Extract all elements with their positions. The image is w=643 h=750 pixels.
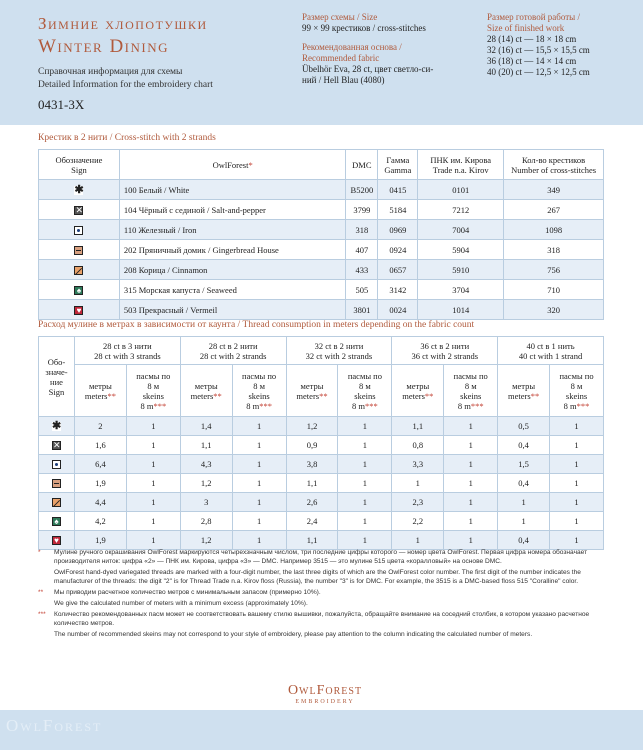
meters-cell: 0,4 bbox=[498, 436, 550, 455]
meters-cell: 1,2 bbox=[286, 417, 338, 436]
meters-cell: 2,6 bbox=[286, 493, 338, 512]
count-cell: 710 bbox=[504, 280, 604, 300]
table1-title: Крестик в 2 нити / Cross-stitch with 2 strands bbox=[38, 133, 216, 143]
sign-cell bbox=[39, 493, 75, 512]
skeins-cell: 1 bbox=[444, 512, 498, 531]
finished-label-2: Size of finished work bbox=[487, 23, 565, 33]
table-row bbox=[39, 240, 604, 260]
dmc-cell: B5200 bbox=[346, 180, 378, 200]
footnotes bbox=[38, 548, 608, 641]
th2-skeins: пасмы по 8 м skeins 8 m*** bbox=[126, 365, 180, 417]
cinnamon-slash-symbol-icon bbox=[52, 498, 61, 507]
pnk-cell: 3704 bbox=[418, 280, 504, 300]
sign-cell bbox=[39, 455, 75, 474]
table-row bbox=[39, 436, 604, 455]
th2-meters: метры meters** bbox=[74, 365, 126, 417]
table-row bbox=[39, 512, 604, 531]
owlforest-cell: 208 Корица / Cinnamon bbox=[119, 260, 345, 280]
asterisk-symbol-icon: ✱ bbox=[51, 420, 62, 433]
finished-size-1: 28 (14) ct — 18 × 18 cm bbox=[487, 34, 577, 44]
sign-cell bbox=[39, 512, 75, 531]
meters-cell: 1,9 bbox=[74, 474, 126, 493]
skeins-cell: 1 bbox=[550, 512, 604, 531]
skeins-cell: 1 bbox=[338, 531, 392, 550]
owlforest-cell: 100 Белый / White bbox=[119, 180, 345, 200]
skeins-cell: 1 bbox=[444, 455, 498, 474]
gingerbread-dash-symbol-icon bbox=[52, 479, 61, 488]
table-row bbox=[39, 493, 604, 512]
skeins-cell: 1 bbox=[232, 474, 286, 493]
gamma-cell: 0024 bbox=[378, 300, 418, 320]
sign-cell bbox=[39, 474, 75, 493]
sign-cell bbox=[39, 260, 120, 280]
meters-cell: 0,8 bbox=[392, 436, 444, 455]
meters-cell: 1 bbox=[498, 493, 550, 512]
gamma-cell: 5184 bbox=[378, 200, 418, 220]
meters-cell: 2,3 bbox=[392, 493, 444, 512]
asterisk-symbol-icon: ✱ bbox=[74, 183, 84, 196]
skeins-cell: 1 bbox=[126, 493, 180, 512]
skeins-cell: 1 bbox=[550, 531, 604, 550]
note-3-en: The number of recommended skeins may not correspond to your style of embroidery, please pay attention to the column indicating the calculated number of meters. bbox=[54, 631, 533, 638]
th2-group-40-1: 40 ct в 1 нить 40 ct with 1 strand bbox=[498, 337, 604, 365]
dmc-cell: 505 bbox=[346, 280, 378, 300]
vermeil-heart-symbol-icon: ♥ bbox=[52, 536, 61, 545]
th2-meters: метры meters** bbox=[286, 365, 338, 417]
table2-title: Расход мулине в метрах в зависимости от каунта / Thread consumption in meters depending on the fabric count bbox=[38, 320, 475, 330]
th2-skeins: пасмы по 8 м skeins 8 m*** bbox=[444, 365, 498, 417]
th-count: Кол-во крестиков Number of cross-stitches bbox=[504, 150, 604, 180]
title-ru: Зимние хлопотушки bbox=[38, 14, 208, 33]
size-value: 99 × 99 крестиков / cross-stitches bbox=[302, 23, 426, 33]
sign-cell bbox=[39, 280, 120, 300]
th2-skeins: пасмы по 8 м skeins 8 m*** bbox=[338, 365, 392, 417]
skeins-cell: 1 bbox=[338, 436, 392, 455]
meters-cell: 1 bbox=[498, 512, 550, 531]
skeins-cell: 1 bbox=[126, 531, 180, 550]
count-cell: 320 bbox=[504, 300, 604, 320]
meters-cell: 1,2 bbox=[180, 531, 232, 550]
skeins-cell: 1 bbox=[550, 455, 604, 474]
th-pnk: ПНК им. Кирова Trade n.a. Kirov bbox=[418, 150, 504, 180]
pnk-cell: 5910 bbox=[418, 260, 504, 280]
skeins-cell: 1 bbox=[232, 436, 286, 455]
meters-cell: 4,2 bbox=[74, 512, 126, 531]
pnk-cell: 5904 bbox=[418, 240, 504, 260]
meters-cell: 6,4 bbox=[74, 455, 126, 474]
th2-skeins: пасмы по 8 м skeins 8 m*** bbox=[232, 365, 286, 417]
th-owlforest: OwlForest* bbox=[119, 150, 345, 180]
gamma-cell: 0969 bbox=[378, 220, 418, 240]
owlforest-cell: 104 Чёрный с сединой / Salt-and-pepper bbox=[119, 200, 345, 220]
pnk-cell: 7004 bbox=[418, 220, 504, 240]
pnk-cell: 0101 bbox=[418, 180, 504, 200]
skeins-cell: 1 bbox=[232, 417, 286, 436]
meters-cell: 1,1 bbox=[180, 436, 232, 455]
table-row bbox=[39, 180, 604, 200]
th-sign: Обозначение Sign bbox=[39, 150, 120, 180]
count-cell: 318 bbox=[504, 240, 604, 260]
owlforest-cell: 110 Железный / Iron bbox=[119, 220, 345, 240]
th2-meters: метры meters** bbox=[392, 365, 444, 417]
owlforest-cell: 315 Морская капуста / Seaweed bbox=[119, 280, 345, 300]
meters-cell: 0,9 bbox=[286, 436, 338, 455]
pnk-cell: 7212 bbox=[418, 200, 504, 220]
brand-logo bbox=[270, 683, 380, 705]
reference-ru: Справочная информация для схемы bbox=[38, 67, 183, 77]
skeins-cell: 1 bbox=[338, 417, 392, 436]
meters-cell: 2,4 bbox=[286, 512, 338, 531]
gamma-cell: 0924 bbox=[378, 240, 418, 260]
watermark: OwlForest bbox=[6, 716, 103, 735]
finished-size-4: 40 (20) ct — 12,5 × 12,5 cm bbox=[487, 67, 590, 77]
sign-cell bbox=[39, 417, 75, 436]
meters-cell: 2,2 bbox=[392, 512, 444, 531]
chart-code: 0431-3X bbox=[38, 97, 85, 112]
skeins-cell: 1 bbox=[338, 512, 392, 531]
dmc-cell: 407 bbox=[346, 240, 378, 260]
note-2-en: We give the calculated number of meters with a minimum excess (approximately 10%). bbox=[54, 600, 308, 607]
th2-group-28-2: 28 ct в 2 нити 28 ct with 2 strands bbox=[180, 337, 286, 365]
sign-cell bbox=[39, 240, 120, 260]
meters-cell: 1 bbox=[392, 474, 444, 493]
th2-skeins: пасмы по 8 м skeins 8 m*** bbox=[550, 365, 604, 417]
skeins-cell: 1 bbox=[550, 436, 604, 455]
meters-cell: 0,4 bbox=[498, 531, 550, 550]
meters-cell: 1 bbox=[392, 531, 444, 550]
size-label: Размер схемы / Size bbox=[302, 12, 378, 22]
owlforest-cell: 503 Прекрасный / Vermeil bbox=[119, 300, 345, 320]
sign-cell bbox=[39, 531, 75, 550]
sign-cell bbox=[39, 220, 120, 240]
iron-dot-symbol-icon bbox=[52, 460, 61, 469]
meters-cell: 1,1 bbox=[286, 531, 338, 550]
dark-cross-symbol-icon bbox=[74, 206, 83, 215]
dmc-cell: 433 bbox=[346, 260, 378, 280]
sign-cell bbox=[39, 200, 120, 220]
consumption-table bbox=[38, 336, 604, 550]
th-gamma: Гамма Gamma bbox=[378, 150, 418, 180]
skeins-cell: 1 bbox=[126, 417, 180, 436]
th2-group-36-2: 36 ct в 2 нити 36 ct with 2 strands bbox=[392, 337, 498, 365]
vermeil-heart-symbol-icon: ♥ bbox=[74, 306, 83, 315]
dmc-cell: 3799 bbox=[346, 200, 378, 220]
meters-cell: 1,6 bbox=[74, 436, 126, 455]
skeins-cell: 1 bbox=[232, 512, 286, 531]
table-row bbox=[39, 220, 604, 240]
th2-meters: метры meters** bbox=[180, 365, 232, 417]
meters-cell: 1,2 bbox=[180, 474, 232, 493]
sign-cell bbox=[39, 436, 75, 455]
note-1-en: OwlForest hand-dyed variegated threads are marked with a four-digit number, the last three digits of which are the OwlForest color number. The first digit of the number indicates the manufacturer of the threads: the digit "2" is for Thread Trade n.a. Kirov floss (Russia), the number "3" is for DMC. For example, the 3515 is a DMC-based floss 515 "Coralline" color. bbox=[54, 569, 581, 585]
gamma-cell: 0657 bbox=[378, 260, 418, 280]
meters-cell: 2 bbox=[74, 417, 126, 436]
finished-size-info bbox=[487, 12, 637, 78]
table-row bbox=[39, 300, 604, 320]
skeins-cell: 1 bbox=[126, 455, 180, 474]
meters-cell: 4,4 bbox=[74, 493, 126, 512]
meters-cell: 4,3 bbox=[180, 455, 232, 474]
finished-label-1: Размер готовой работы / bbox=[487, 12, 580, 22]
fabric-value-1: Übelhör Eva, 28 ct, цвет светло-си- bbox=[302, 64, 434, 74]
meters-cell: 1,9 bbox=[74, 531, 126, 550]
skeins-cell: 1 bbox=[444, 531, 498, 550]
note-3-ru: *** Количество рекомендованных пасм может не соответствовать вашему стилю вышивки, пожалуйста, обращайте внимание на соседний столбик, в котором указано расчетное количество метров. bbox=[38, 611, 590, 627]
owlforest-cell: 202 Пряничный домик / Gingerbread House bbox=[119, 240, 345, 260]
dmc-cell: 318 bbox=[346, 220, 378, 240]
skeins-cell: 1 bbox=[126, 474, 180, 493]
count-cell: 267 bbox=[504, 200, 604, 220]
brand-sub: EMBROIDERY bbox=[295, 699, 355, 705]
meters-cell: 3,8 bbox=[286, 455, 338, 474]
meters-cell: 0,4 bbox=[498, 474, 550, 493]
meters-cell: 3 bbox=[180, 493, 232, 512]
count-cell: 349 bbox=[504, 180, 604, 200]
iron-dot-symbol-icon bbox=[74, 226, 83, 235]
table-row bbox=[39, 474, 604, 493]
th2-group-28-3: 28 ct в 3 нити 28 ct with 3 strands bbox=[74, 337, 180, 365]
th2-meters: метры meters** bbox=[498, 365, 550, 417]
table-row bbox=[39, 455, 604, 474]
pnk-cell: 1014 bbox=[418, 300, 504, 320]
gamma-cell: 0415 bbox=[378, 180, 418, 200]
finished-size-3: 36 (18) ct — 14 × 14 cm bbox=[487, 56, 577, 66]
meters-cell: 2,8 bbox=[180, 512, 232, 531]
meters-cell: 0,5 bbox=[498, 417, 550, 436]
skeins-cell: 1 bbox=[126, 436, 180, 455]
skeins-cell: 1 bbox=[444, 493, 498, 512]
meters-cell: 1,4 bbox=[180, 417, 232, 436]
fabric-label-1: Рекомендованная основа / bbox=[302, 42, 402, 52]
table-row bbox=[39, 200, 604, 220]
reference-en: Detailed Information for the embroidery chart bbox=[38, 80, 213, 90]
skeins-cell: 1 bbox=[232, 493, 286, 512]
count-cell: 756 bbox=[504, 260, 604, 280]
skeins-cell: 1 bbox=[444, 474, 498, 493]
skeins-cell: 1 bbox=[550, 474, 604, 493]
table-row bbox=[39, 417, 604, 436]
skeins-cell: 1 bbox=[232, 455, 286, 474]
skeins-cell: 1 bbox=[444, 436, 498, 455]
th2-sign: Обо- значе- ние Sign bbox=[39, 337, 75, 417]
meters-cell: 1,1 bbox=[392, 417, 444, 436]
finished-size-2: 32 (16) ct — 15,5 × 15,5 cm bbox=[487, 45, 590, 55]
meters-cell: 1,5 bbox=[498, 455, 550, 474]
sign-cell bbox=[39, 180, 120, 200]
sign-cell bbox=[39, 300, 120, 320]
th2-group-32-2: 32 ct в 2 нити 32 ct with 2 strands bbox=[286, 337, 392, 365]
count-cell: 1098 bbox=[504, 220, 604, 240]
brand-name: OwlForest bbox=[287, 683, 363, 698]
meters-cell: 1,1 bbox=[286, 474, 338, 493]
title-en: Winter Dining bbox=[38, 36, 169, 57]
dmc-cell: 3801 bbox=[346, 300, 378, 320]
skeins-cell: 1 bbox=[338, 474, 392, 493]
size-info bbox=[302, 12, 470, 86]
seaweed-tree-symbol-icon: ♠ bbox=[52, 517, 61, 526]
colors-table bbox=[38, 149, 604, 320]
cinnamon-slash-symbol-icon bbox=[74, 266, 83, 275]
skeins-cell: 1 bbox=[550, 493, 604, 512]
fabric-value-2: ний / Hell Blau (4080) bbox=[302, 75, 385, 85]
skeins-cell: 1 bbox=[126, 512, 180, 531]
gamma-cell: 3142 bbox=[378, 280, 418, 300]
table-row bbox=[39, 280, 604, 300]
table-row bbox=[39, 260, 604, 280]
table-row bbox=[39, 531, 604, 550]
fabric-label-2: Recommended fabric bbox=[302, 53, 380, 63]
gingerbread-dash-symbol-icon bbox=[74, 246, 83, 255]
meters-cell: 3,3 bbox=[392, 455, 444, 474]
skeins-cell: 1 bbox=[338, 493, 392, 512]
dark-cross-symbol-icon bbox=[52, 441, 61, 450]
th-dmc: DMC bbox=[346, 150, 378, 180]
note-1-ru: * Мулине ручного окрашивания OwlForest маркируются четырехзначным числом, три последние цифры которого — номер цвета OwlForest. Первая цифра номера обозначает производителя ниток: цифра «2» — ПНК им. Кирова, цифра «3» — DMC. Например 3515 — это мулине 515 цвета «коралловый» на основе DMC. bbox=[38, 549, 588, 565]
note-2-ru: ** Мы приводим расчетное количество метров с минимальным запасом (примерно 10%). bbox=[38, 589, 321, 596]
seaweed-tree-symbol-icon: ♠ bbox=[74, 286, 83, 295]
skeins-cell: 1 bbox=[444, 417, 498, 436]
skeins-cell: 1 bbox=[232, 531, 286, 550]
skeins-cell: 1 bbox=[338, 455, 392, 474]
skeins-cell: 1 bbox=[550, 417, 604, 436]
